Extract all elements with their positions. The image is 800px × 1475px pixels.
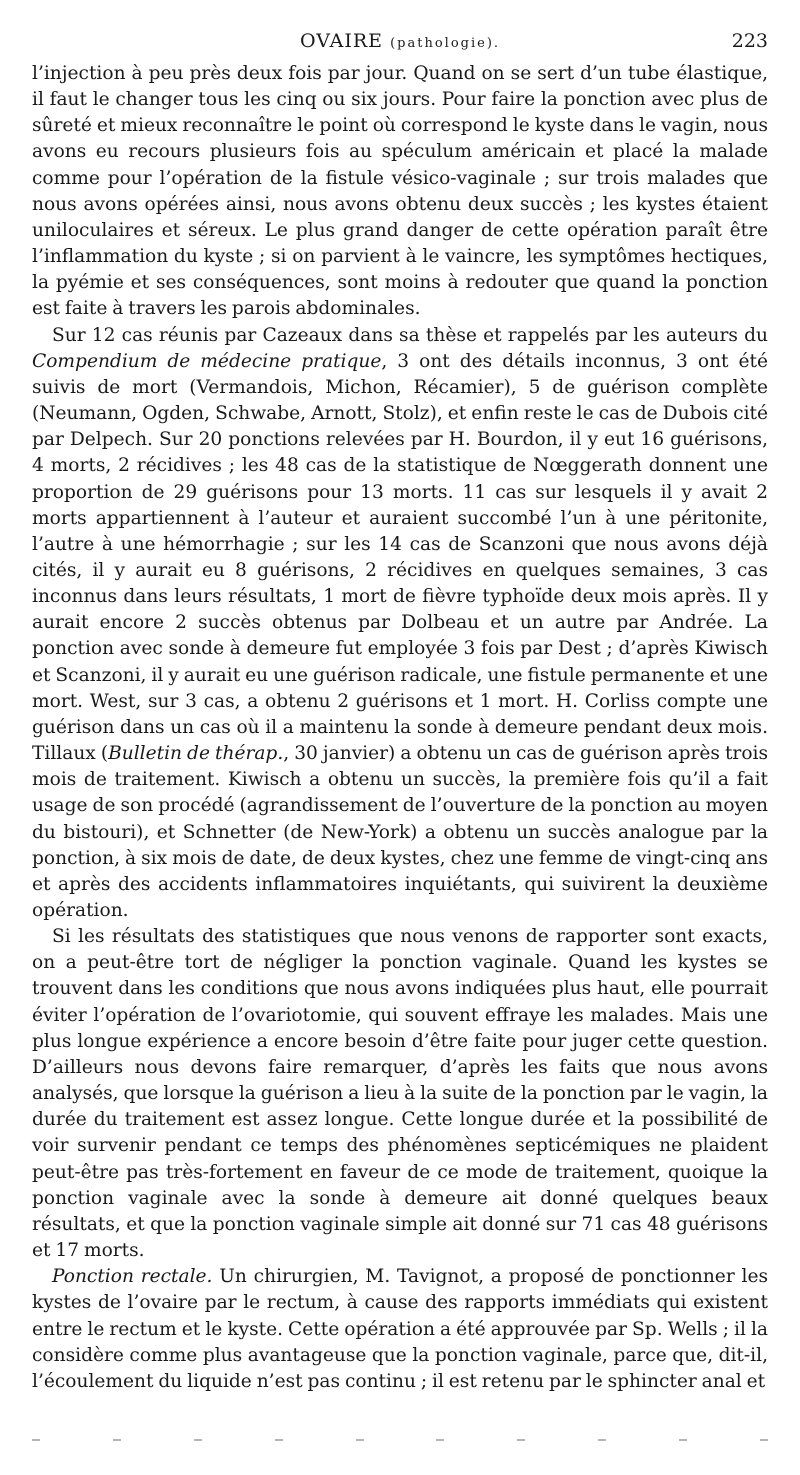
page-number: 223 — [731, 30, 768, 52]
paragraph-4 — [32, 1264, 768, 1395]
scan-mark — [517, 1439, 525, 1441]
section-heading-ponction-rectale: Ponction rectale. — [52, 1266, 213, 1288]
scan-mark — [32, 1439, 40, 1441]
paragraph-2-part-a: Sur 12 cas réunis par Cazeaux dans sa thèse et rappelés par les auteurs du — [52, 324, 768, 346]
scan-mark — [598, 1439, 606, 1441]
paragraph-4-text: Un chirurgien, M. Tavignot, a proposé de ponctionner les kystes de l’ovaire par le rectum, à cause des rapports immédiats qui existent entre le rectum et le kyste. Cette opération a été approuvée par Sp. Wells ; il la considère comme plus avantageuse que la ponction vaginale, parce que, dit-il, l’écoulement du liquide n’est pas continu ; il est retenu par le sphincter anal et — [32, 1266, 768, 1392]
italic-title-bulletin: Bulletin de thérap. — [108, 743, 284, 765]
italic-title-compendium: Compendium de médecine pratique — [32, 350, 382, 372]
scan-mark — [760, 1439, 768, 1441]
paragraph-2-part-c: , 3 ont des détails inconnus, 3 ont été suivis de mort (Vermandois, Michon, Récamier), 5 de guérison complète (Neumann, Ogden, Schwabe, Arnott, Stolz), et enfin reste le cas de Dubois cité par Delpech. Sur 20 ponctions relevées par H. Bourdon, il y eut 16 guérisons, 4 morts, 2 récidives ; les 48 cas de la statistique de Nœggerath donnent une proportion de 29 guérisons pour 13 morts. 11 cas sur lesquels il y avait 2 morts appartiennent à l’auteur et auraient succombé l’un à une péritonite, l’autre à une hémorrhagie ; sur les 14 cas de Scanzoni que nous avons déjà cités, il y aurait eu 8 guérisons, 2 récidives en quelques semaines, 3 cas inconnus dans leurs résultats, 1 mort de fièvre typhoïde deux mois après. Il y aurait encore 2 succès obtenus par Dolbeau et un autre par Andrée. La ponction avec sonde à demeure fut employée 3 fois par Dest ; d’après Kiwisch et Scanzoni, il y aurait eu une guérison radicale, une fistule permanente et une mort. West, sur 3 cas, a obtenu 2 guérisons et 1 mort. H. Corliss compte une guérison dans un cas où il a maintenu la sonde à demeure pendant deux mois. Tillaux ( — [32, 350, 768, 765]
running-title-main: OVAIRE — [299, 30, 384, 52]
scan-mark — [275, 1439, 283, 1441]
scan-mark — [113, 1439, 121, 1441]
running-header — [32, 30, 768, 58]
body-text — [32, 61, 768, 1395]
scan-mark — [194, 1439, 202, 1441]
paragraph-2-part-e: , 30 janvier) a obtenu un cas de guérison après trois mois de traitement. Kiwisch a obtenu un succès, la première fois qu’il a fait usage de son procédé (agrandissement de l’ouverture de la ponction au moyen du bistouri), et Schnetter (de New-York) a obtenu un succès analogue par la ponction, à six mois de date, de deux kystes, chez une femme de vingt-cinq ans et après des accidents inflammatoires inquiétants, qui suivirent la deuxième opération. — [32, 743, 768, 921]
scan-mark — [679, 1439, 687, 1441]
scan-margin-marks — [32, 1438, 768, 1442]
running-title-sub: (pathologie). — [390, 36, 501, 51]
running-title — [32, 30, 768, 52]
paragraph-2 — [32, 323, 768, 925]
paragraph-1: l’injection à peu près deux fois par jour. Quand on se sert d’un tube élastique, il faut le changer tous les cinq ou six jours. Pour faire la ponction avec plus de sûreté et mieux reconnaître le point où correspond le kyste dans le vagin, nous avons eu recours plusieurs fois au spéculum américain et placé la malade comme pour l’opération de la fistule vésico-vaginale ; sur trois malades que nous avons opérées ainsi, nous avons obtenu deux succès ; les kystes étaient uniloculaires et séreux. Le plus grand danger de cette opération paraît être l’inflammation du kyste ; si on parvient à le vaincre, les symptômes hectiques, la pyémie et ses conséquences, sont moins à redouter que quand la ponction est faite à travers les parois abdominales. — [32, 63, 768, 320]
scan-mark — [436, 1439, 444, 1441]
paragraph-3: Si les résultats des statistiques que nous venons de rapporter sont exacts, on a peut-être tort de négliger la ponction vaginale. Quand les kystes se trouvent dans les conditions que nous avons indiquées plus haut, elle pourrait éviter l’opération de l’ovariotomie, qui souvent effraye les malades. Mais une plus longue expérience a encore besoin d’être faite pour juger cette question. D’ailleurs nous devons faire remarquer, d’après les faits que nous avons analysés, que lorsque la guérison a lieu à la suite de la ponction par le vagin, la durée du traitement est assez longue. Cette longue durée et la possibilité de voir survenir pendant ce temps des phénomènes septicémiques ne plaident peut-être pas très-fortement en faveur de ce mode de traitement, quoique la ponction vaginale avec la sonde à demeure ait donné quelques beaux résultats, et que la ponction vaginale simple ait donné sur 71 cas 48 guérisons et 17 morts. — [32, 926, 768, 1262]
scan-mark — [356, 1439, 364, 1441]
